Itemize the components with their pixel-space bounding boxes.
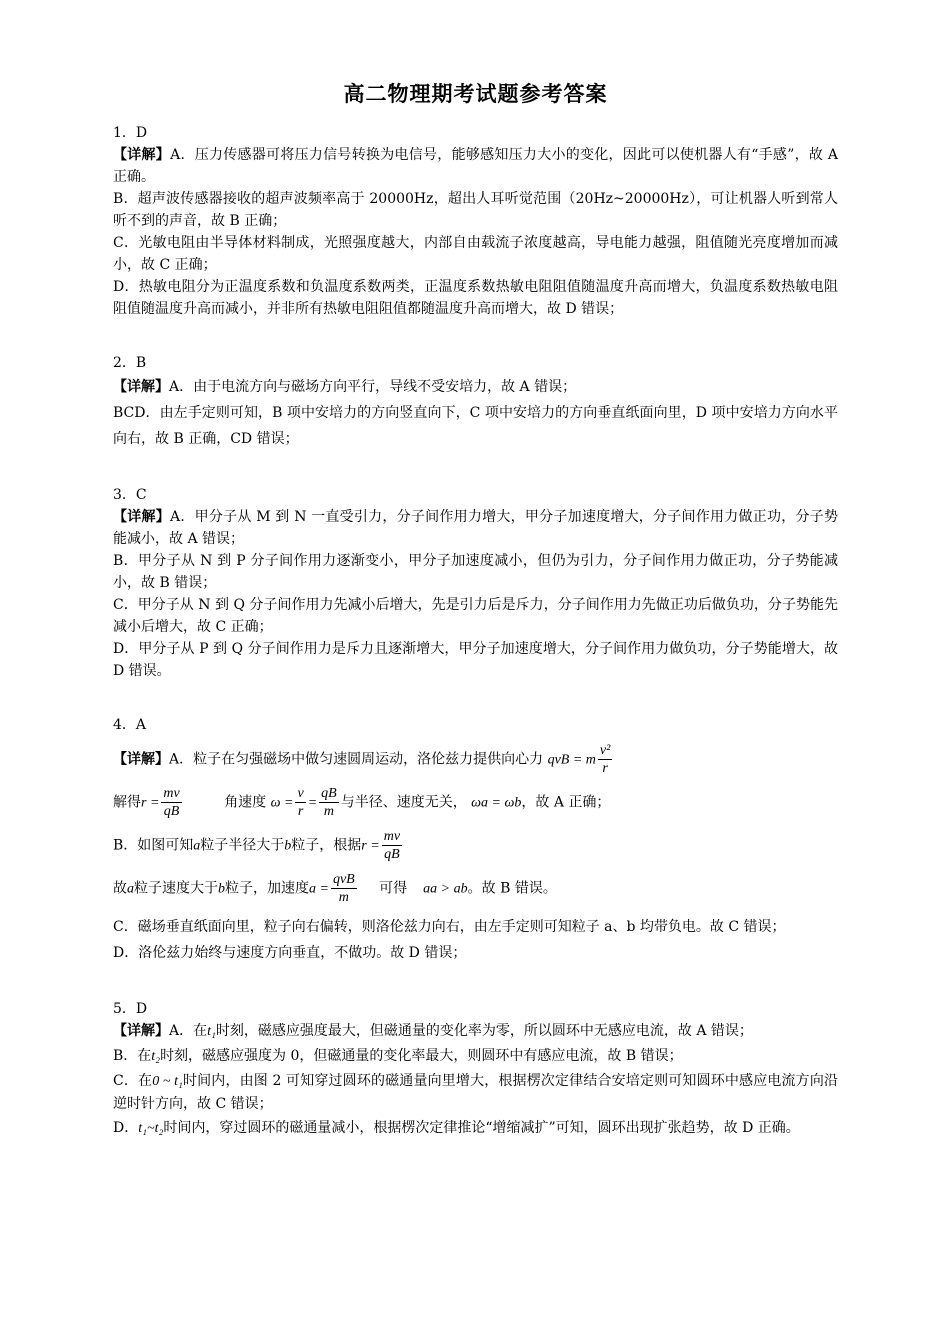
- question-5: [113, 998, 838, 1142]
- fraction: $\frac{mv}{qB}$: [163, 786, 180, 819]
- detail-label: 【详解】: [113, 1023, 169, 1039]
- answer-line: 【详解】A．由于电流方向与磁场方向平行，导线不受安培力，故 A 错误；: [113, 379, 577, 395]
- fraction: $\frac{\text{qvB}}{m}$: [332, 872, 355, 905]
- answer-line: C．光敏电阻由半导体材料制成，光照强度越大，内部自由载流子浓度越高，导电能力越强，阻值随光亮度增加而减小，故 C 正确；: [113, 235, 838, 273]
- fraction: $\frac{\text{v²}}{r}$: [599, 743, 611, 776]
- formula: ωa = ωb: [471, 795, 522, 811]
- detail-label: 【详解】: [113, 379, 169, 395]
- question-2: [113, 352, 838, 452]
- question-3: [113, 484, 838, 682]
- formula: a =: [309, 881, 329, 897]
- answer-line: C．甲分子从 N 到 Q 分子间作用力先减小后增大，先是引力后是斥力，分子间作用力先做正功后做负功，分子势能先减小后增大，故 C 正确；: [113, 597, 838, 635]
- answer-line: B．在t₂时刻，磁感应强度为 0，但磁通量的变化率最大，则圆环中有感应电流，故 B 错误；: [113, 1048, 683, 1064]
- question-number: 3．C: [113, 487, 147, 503]
- formula: qvB = m: [547, 752, 596, 768]
- answer-line: B．甲分子从 N 到 P 分子间作用力逐渐变小，甲分子加速度减小，但仍为引力，分子间作用力做正功，分子势能减小，故 B 错误；: [113, 553, 838, 591]
- answer-line: D．甲分子从 P 到 Q 分子间作用力是斥力且逐渐增大，甲分子加速度增大，分子间作用力做负功，分子势能增大，故 D 错误。: [113, 641, 838, 679]
- answer-line: 故a粒子速度大于b粒子，加速度a = $\frac{\text{qvB}}{m}$ 可得 aa > ab。故 B 错误。: [113, 872, 557, 905]
- question-number: 5．D: [113, 1001, 148, 1017]
- answer-line: 解得r = $\frac{mv}{qB}$ 角速度 ω = $\frac{v}{r}$ = $\frac{qB}{m}$ 与半径、速度无关， ωa = ωb，故 A 正确；: [113, 786, 611, 819]
- detail-label: 【详解】: [113, 509, 170, 525]
- fraction: $\frac{mv}{qB}$: [383, 829, 401, 862]
- answer-line: C．在0 ~ t₁时间内，由图 2 可知穿过圆环的磁通量向里增大，根据楞次定律结合安培定则可知圆环中感应电流方向沿逆时针方向，故 C 错误；: [113, 1073, 838, 1112]
- detail-label: 【详解】: [113, 147, 171, 163]
- page-title: 高二物理期考试题参考答案: [343, 82, 608, 106]
- answer-line: 【详解】A．甲分子从 M 到 N 一直受引力，分子间作用力增大，甲分子加速度增大，分子间作用力做正功，分子势能减小，故 A 错误；: [113, 509, 838, 547]
- formula: ω =: [270, 795, 294, 811]
- fraction: $\frac{qB}{m}$: [321, 786, 337, 819]
- answer-line: D．热敏电阻分为正温度系数和负温度系数两类，正温度系数热敏电阻阻值随温度升高而增大，负温度系数热敏电阻阻值随温度升高而减小，并非所有热敏电阻阻值都随温度升高而增大，故 D 错误；: [113, 279, 838, 317]
- detail-label: 【详解】: [113, 751, 169, 768]
- question-number: 2．B: [113, 355, 147, 371]
- answer-line: B．如图可知a粒子半径大于b粒子，根据r = $\frac{mv}{qB}$: [113, 829, 401, 862]
- question-number: 4．A: [113, 717, 147, 733]
- question-number: 1．D: [113, 125, 148, 141]
- answer-line: D．t₁~t₂时间内，穿过圆环的磁通量减小，根据楞次定律推论“增缩减扩”可知，圆环出现扩张趋势，故 D 正确。: [113, 1120, 800, 1136]
- answer-line: 【详解】A．在t₁时刻，磁感应强度最大，但磁通量的变化率为零，所以圆环中无感应电流，故 A 错误；: [113, 1023, 753, 1039]
- answer-line: D．洛伦兹力始终与速度方向垂直，不做功。故 D 错误；: [113, 945, 467, 961]
- formula: r =: [361, 838, 380, 854]
- answer-line: B．超声波传感器接收的超声波频率高于 20000Hz，超出人耳听觉范围（20Hz~20000Hz），可让机器人听到常人听不到的声音，故 B 正确；: [113, 191, 838, 229]
- answer-page: [113, 78, 838, 1174]
- answer-line: BCD．由左手定则可知，B 项中安培力的方向竖直向下，C 项中安培力的方向垂直纸面向里，D 项中安培力方向水平向右，故 B 正确，CD 错误；: [113, 405, 838, 447]
- question-1: [113, 122, 838, 320]
- fraction: $\frac{v}{r}$: [297, 786, 304, 819]
- answer-line: 【详解】A．压力传感器可将压力信号转换为电信号，能够感知压力大小的变化，因此可以使机器人有“手感”，故 A 正确。: [113, 147, 838, 185]
- answer-line: 【详解】A．粒子在匀强磁场中做匀速圆周运动，洛伦兹力提供向心力 qvB = m $\frac{\text{v²}}{r}$: [113, 743, 611, 776]
- question-4: [113, 714, 838, 966]
- answer-line: C．磁场垂直纸面向里，粒子向右偏转，则洛伦兹力向右，由左手定则可知粒子 a、b 均带负电。故 C 错误；: [113, 919, 786, 935]
- formula: r =: [141, 795, 160, 811]
- formula: aa > ab: [423, 881, 468, 897]
